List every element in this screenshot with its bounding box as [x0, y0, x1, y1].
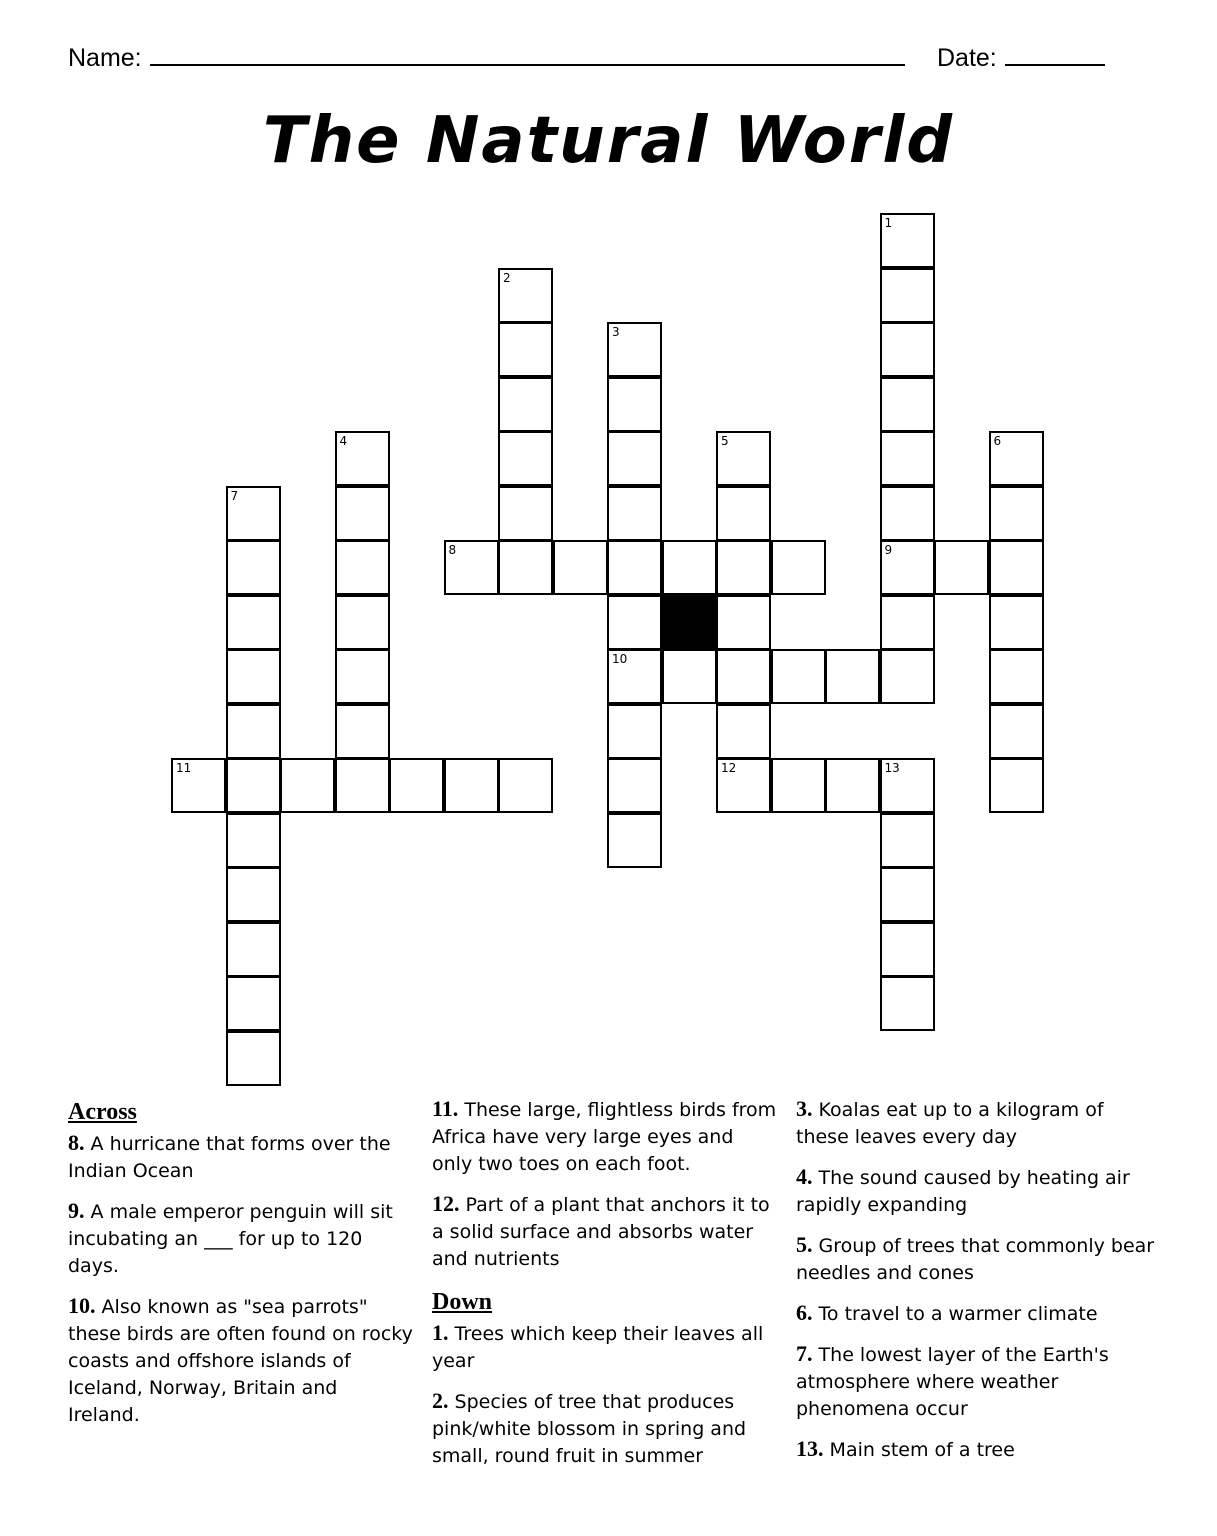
grid-cell[interactable] [226, 813, 281, 868]
clue-number: 13 [884, 761, 900, 775]
clue-number: 3 [612, 325, 620, 339]
grid-cell[interactable] [226, 486, 281, 541]
grid-cell[interactable] [880, 922, 935, 977]
clue-number: 2 [503, 270, 511, 285]
clue-number: 1 [884, 216, 893, 230]
grid-cell[interactable] [607, 704, 662, 759]
grid-cell[interactable] [226, 867, 281, 922]
grid-cell[interactable] [880, 867, 935, 922]
clues-column-3 [796, 1095, 1156, 1476]
down-clue: 4. The sound caused by heating air rapidly expanding [796, 1164, 1130, 1216]
grid-cell[interactable] [880, 213, 935, 268]
down-clue: 5. Group of trees that commonly bear needles and cones [796, 1232, 1155, 1284]
grid-cell[interactable] [825, 758, 880, 813]
grid-cell[interactable] [716, 704, 771, 759]
grid-cell[interactable] [444, 540, 499, 595]
down-clue: 3. Koalas eat up to a kilogram of these leaves every day [796, 1096, 1104, 1148]
grid-cell[interactable] [553, 540, 608, 595]
down-clue: 2. Species of tree that produces pink/white blossom in spring and small, round fruit in summer [432, 1388, 747, 1467]
grid-cell[interactable] [607, 758, 662, 813]
grid-cell[interactable] [226, 922, 281, 977]
grid-cell[interactable] [716, 649, 771, 704]
clue-number: 9 [884, 543, 893, 557]
grid-cell[interactable] [607, 322, 662, 377]
grid-cell[interactable] [389, 758, 444, 813]
grid-cell[interactable] [498, 268, 553, 323]
down-clue: 1. Trees which keep their leaves all year [432, 1320, 764, 1372]
grid-cell[interactable] [989, 486, 1044, 541]
grid-cell[interactable] [880, 813, 935, 868]
grid-cell[interactable] [171, 758, 226, 813]
clue-number: 5 [721, 434, 729, 448]
down-clue: 7. The lowest layer of the Earth's atmosphere where weather phenomena occur [796, 1341, 1109, 1420]
grid-cell[interactable] [716, 595, 771, 650]
grid-cell[interactable] [880, 322, 935, 377]
grid-cell[interactable] [662, 649, 717, 704]
grid-cell[interactable] [335, 649, 390, 704]
grid-cell[interactable] [498, 758, 553, 813]
grid-cell[interactable] [880, 595, 935, 650]
grid-cell[interactable] [716, 486, 771, 541]
grid-cell[interactable] [880, 649, 935, 704]
grid-cell[interactable] [335, 540, 390, 595]
down-clue: 6. To travel to a warmer climate [796, 1300, 1098, 1325]
grid-cell[interactable] [607, 649, 662, 704]
grid-cell[interactable] [335, 595, 390, 650]
grid-cell[interactable] [989, 649, 1044, 704]
down-heading: Down [432, 1289, 493, 1315]
across-clue: 10. Also known as "sea parrots" these birds are often found on rocky coasts and offshore islands of Iceland, Norway, Britain and Ireland. [68, 1293, 413, 1426]
grid-cell[interactable] [226, 758, 281, 813]
grid-cell[interactable] [771, 649, 826, 704]
grid-cell[interactable] [771, 540, 826, 595]
down-clue: 13. Main stem of a tree [796, 1436, 1015, 1461]
grid-cell[interactable] [607, 377, 662, 432]
across-clue: 12. Part of a plant that anchors it to a solid surface and absorbs water and nutrients [432, 1191, 770, 1270]
across-clue: 8. A hurricane that forms over the Indian Ocean [68, 1130, 391, 1182]
grid-cell[interactable] [498, 540, 553, 595]
grid-cell[interactable] [825, 649, 880, 704]
grid-cell[interactable] [934, 540, 989, 595]
clue-number: 7 [230, 488, 239, 503]
grid-cell[interactable] [880, 486, 935, 541]
grid-cell[interactable] [335, 486, 390, 541]
grid-cell[interactable] [880, 431, 935, 486]
grid-cell[interactable] [335, 431, 390, 486]
grid-cell[interactable] [226, 540, 281, 595]
grid-cell[interactable] [335, 758, 390, 813]
clue-number: 11 [176, 761, 192, 775]
date-label: Date: [937, 44, 997, 72]
grid-cell[interactable] [989, 595, 1044, 650]
grid-cell[interactable] [607, 595, 662, 650]
grid-cell[interactable] [716, 758, 771, 813]
grid-cell[interactable] [498, 486, 553, 541]
grid-cell[interactable] [880, 976, 935, 1031]
grid-cell[interactable] [280, 758, 335, 813]
clue-number: 12 [721, 761, 737, 775]
clues-column-2 [432, 1095, 777, 1482]
grid-cell[interactable] [880, 540, 935, 595]
name-label: Name: [68, 44, 142, 72]
grid-cell[interactable] [226, 649, 281, 704]
grid-cell[interactable] [989, 540, 1044, 595]
grid-cell[interactable] [880, 377, 935, 432]
grid-cell[interactable] [716, 540, 771, 595]
grid-cell[interactable] [880, 268, 935, 323]
grid-cell[interactable] [662, 540, 717, 595]
across-heading: Across [68, 1099, 137, 1125]
grid-cell[interactable] [444, 758, 499, 813]
page-title: The Natural World [262, 104, 955, 178]
clues-column-1 [68, 1095, 413, 1441]
grid-cell[interactable] [226, 1031, 281, 1086]
grid-cell[interactable] [880, 758, 935, 813]
clue-number: 10 [612, 652, 628, 666]
grid-block [662, 595, 717, 650]
grid-cell[interactable] [607, 813, 662, 868]
grid-cell[interactable] [989, 431, 1044, 486]
clue-number: 8 [448, 543, 457, 557]
across-clue: 9. A male emperor penguin will sit incubating an ___ for up to 120 days. [68, 1198, 393, 1277]
grid-cell[interactable] [716, 431, 771, 486]
grid-cell[interactable] [226, 704, 281, 759]
grid-cell[interactable] [498, 322, 553, 377]
grid-cell[interactable] [771, 758, 826, 813]
grid-cell[interactable] [498, 431, 553, 486]
across-clue: 11. These large, flightless birds from Africa have very large eyes and only two toes on each foot. [432, 1096, 777, 1175]
grid-cell[interactable] [607, 431, 662, 486]
grid-cell[interactable] [226, 595, 281, 650]
grid-cell[interactable] [989, 758, 1044, 813]
grid-cell[interactable] [607, 540, 662, 595]
clue-number: 4 [339, 434, 348, 448]
grid-cell[interactable] [607, 486, 662, 541]
clue-number: 6 [993, 434, 1002, 448]
grid-cell[interactable] [335, 704, 390, 759]
grid-cell[interactable] [226, 976, 281, 1031]
grid-cell[interactable] [989, 704, 1044, 759]
grid-cell[interactable] [498, 377, 553, 432]
